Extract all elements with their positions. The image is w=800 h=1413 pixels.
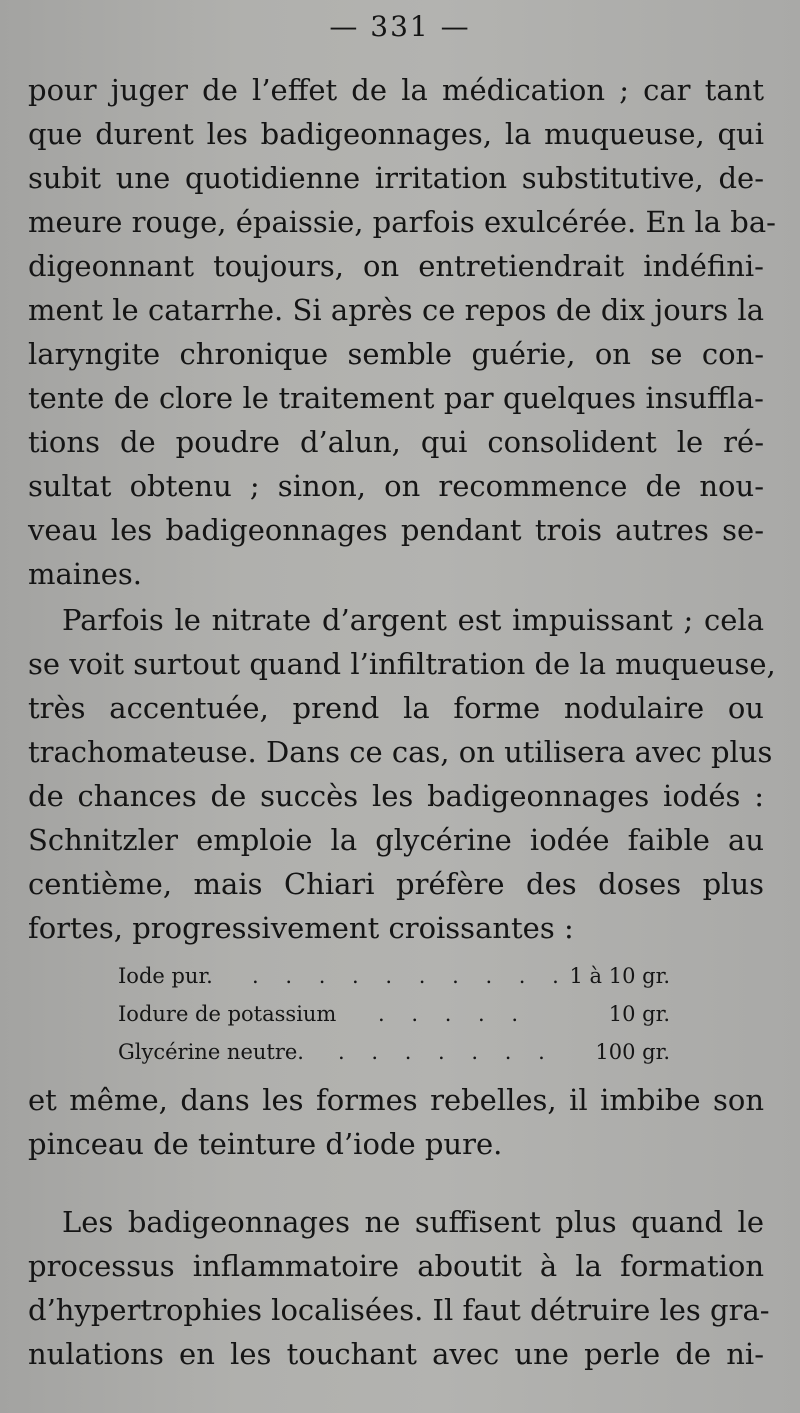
text-line: que durent les badigeonnages, la muqueuse, qui <box>28 117 764 151</box>
text-line: digeonnant toujours, on entretiendrait indéfini- <box>28 249 764 283</box>
text-line: Schnitzler emploie la glycérine iodée faible au <box>28 823 764 857</box>
ingredient-amount: 1 à 10 gr. <box>569 964 670 988</box>
text-line: veau les badigeonnages pendant trois autres se- <box>28 513 764 547</box>
text-line: d’hypertrophies localisées. Il faut détruire les gra- <box>28 1293 770 1327</box>
text-line: trachomateuse. Dans ce cas, on utilisera avec plus <box>28 735 773 769</box>
text-line: meure rouge, épaissie, parfois exulcérée. En la ba- <box>28 205 776 239</box>
text-line: Parfois le nitrate d’argent est impuissant ; cela <box>62 603 764 637</box>
text-line: maines. <box>28 557 143 591</box>
text-line: laryngite chronique semble guérie, on se con- <box>28 337 764 371</box>
ingredient-name: Iodure de potassium <box>118 1002 337 1026</box>
text-line: pinceau de teinture d’iode pure. <box>28 1127 503 1161</box>
text-line: tions de poudre d’alun, qui consolident le ré- <box>28 425 764 459</box>
text-line: nulations en les touchant avec une perle de ni- <box>28 1337 764 1371</box>
text-line: très accentuée, prend la forme nodulaire ou <box>28 691 764 725</box>
text-line: se voit surtout quand l’infiltration de la muqueuse, <box>28 647 776 681</box>
text-line: sultat obtenu ; sinon, on recommence de nou- <box>28 469 764 503</box>
text-line: et même, dans les formes rebelles, il imbibe son <box>28 1083 764 1117</box>
text-line: subit une quotidienne irritation substitutive, de- <box>28 161 764 195</box>
text-line: processus inflammatoire aboutit à la formation <box>28 1249 764 1283</box>
ingredient-name: Glycérine neutre. <box>118 1040 304 1064</box>
leader-dots: . . . . . . . <box>338 1040 555 1064</box>
text-line: ment le catarrhe. Si après ce repos de dix jours la <box>28 293 764 327</box>
leader-dots: . . . . . <box>378 1002 529 1026</box>
text-line: pour juger de l’effet de la médication ; car tant <box>28 73 764 107</box>
leader-dots: . . . . . . . . . . <box>252 964 569 988</box>
ingredient-amount: 100 gr. <box>595 1040 670 1064</box>
text-line: Les badigeonnages ne suffisent plus quand le <box>62 1205 764 1239</box>
page-number: — 331 — <box>329 10 471 43</box>
text-line: centième, mais Chiari préfère des doses plus <box>28 867 764 901</box>
text-line: tente de clore le traitement par quelques insuffla- <box>28 381 764 415</box>
ingredient-amount: 10 gr. <box>608 1002 670 1026</box>
text-line: de chances de succès les badigeonnages iodés : <box>28 779 764 813</box>
ingredient-name: Iode pur. <box>118 964 213 988</box>
text-line: fortes, progressivement croissantes : <box>28 911 574 945</box>
